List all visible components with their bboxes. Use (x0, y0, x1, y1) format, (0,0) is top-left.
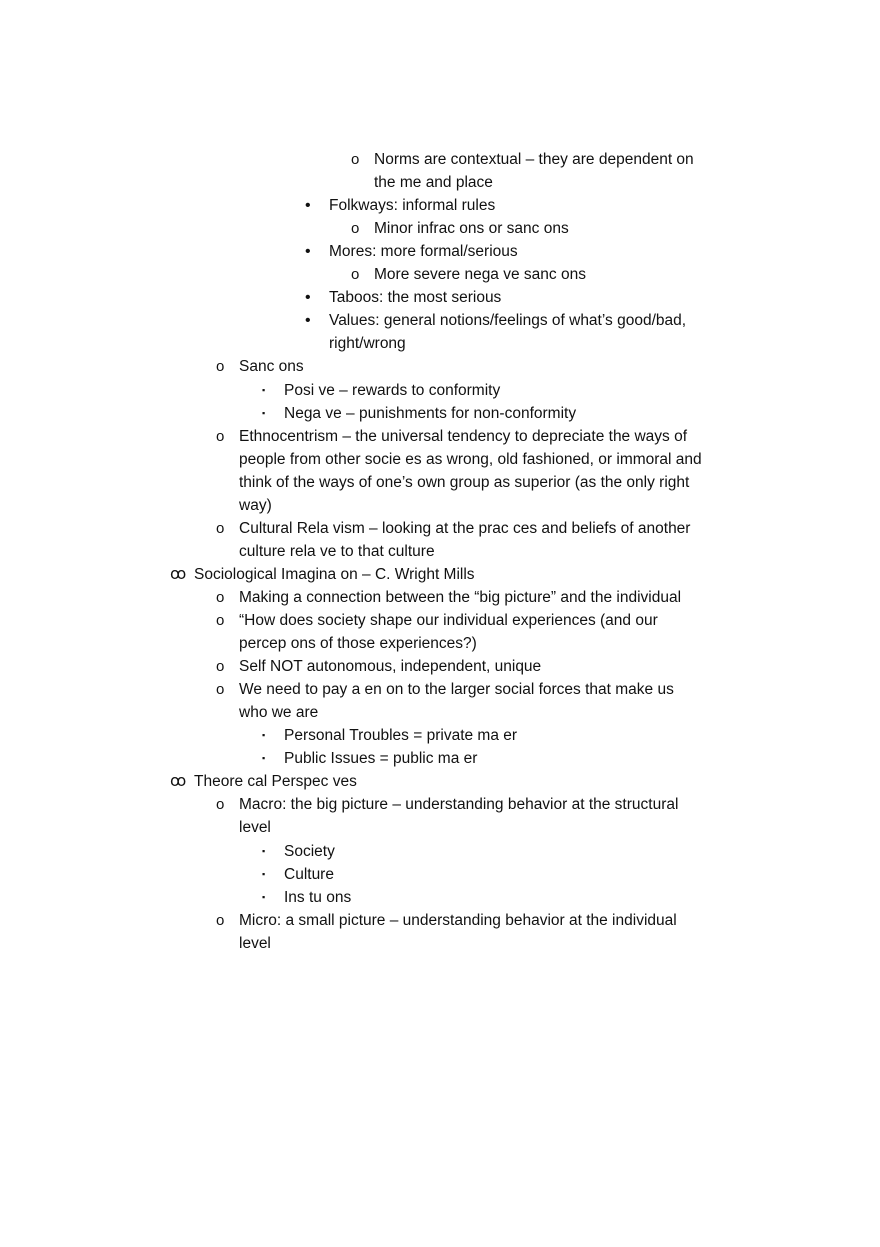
outline-line (0, 494, 880, 517)
disc-bullet-icon: • (305, 243, 311, 261)
outline-text: Micro: a small picture – understanding behavior at the individual (239, 911, 677, 929)
outline-text: Cultural Rela vism – looking at the prac ces and beliefs of another (239, 519, 691, 537)
outline-line (0, 332, 880, 355)
outline-text: Taboos: the most serious (329, 289, 502, 307)
outline-line (0, 563, 880, 586)
outline-line (0, 770, 880, 793)
outline-text: percep ons of those experiences?) (239, 635, 477, 653)
outline-line (0, 678, 880, 701)
outline-text: Values: general notions/feelings of what’s good/bad, (329, 312, 687, 330)
outline-line (0, 793, 880, 816)
outline-line (0, 724, 880, 747)
outline-line (0, 240, 880, 263)
outline-line (0, 402, 880, 425)
outline-text: Mores: more formal/serious (329, 243, 518, 261)
symbol-bullet-icon: ꝏ (170, 565, 187, 583)
outline-line (0, 701, 880, 724)
outline-text: Society (284, 842, 335, 860)
outline-text: culture rela ve to that culture (239, 542, 435, 560)
outline-text: think of the ways of one’s own group as superior (as the only right (239, 473, 690, 491)
outline-text: Self NOT autonomous, independent, unique (239, 658, 542, 676)
outline-line (0, 263, 880, 286)
circle-bullet-icon: o (351, 151, 360, 168)
outline-text: level (239, 819, 271, 837)
outline-line (0, 540, 880, 563)
outline-text: level (239, 934, 271, 952)
outline-text: Making a connection between the “big picture” and the individual (239, 588, 682, 606)
outline-text: Posi ve – rewards to conformity (284, 381, 501, 399)
outline-line (0, 309, 880, 332)
outline-line (0, 609, 880, 632)
square-bullet-icon: ▪ (262, 845, 266, 856)
outline-text: Ethnocentrism – the universal tendency to depreciate the ways of (239, 427, 688, 445)
circle-bullet-icon: o (216, 612, 225, 629)
outline-text: Macro: the big picture – understanding behavior at the structural (239, 796, 679, 814)
outline-line (0, 194, 880, 217)
outline-line (0, 217, 880, 240)
outline-text: Ins tu ons (284, 888, 352, 906)
outline-line (0, 425, 880, 448)
outline-line (0, 471, 880, 494)
outline-text: the me and place (374, 174, 493, 192)
square-bullet-icon: ▪ (262, 753, 266, 764)
square-bullet-icon: ▪ (262, 384, 266, 395)
circle-bullet-icon: o (216, 358, 225, 376)
outline-line (0, 655, 880, 678)
outline-line (0, 747, 880, 770)
circle-bullet-icon: o (216, 681, 225, 699)
outline-line (0, 632, 880, 655)
square-bullet-icon: ▪ (262, 891, 266, 902)
outline-text: right/wrong (329, 335, 406, 353)
outline-line (0, 448, 880, 471)
outline-text: who we are (239, 704, 319, 722)
outline-line (0, 171, 880, 194)
outline-line (0, 286, 880, 309)
outline-text: way) (239, 496, 272, 514)
symbol-bullet-icon: ꝏ (170, 773, 187, 791)
outline-text: Nega ve – punishments for non-conformity (284, 404, 577, 422)
square-bullet-icon: ▪ (262, 730, 266, 741)
outline-line (0, 886, 880, 909)
outline-text: Norms are contextual – they are dependent on (374, 151, 694, 168)
circle-bullet-icon: o (216, 796, 225, 814)
outline-line (0, 355, 880, 378)
outline-line (0, 586, 880, 609)
outline-text: Personal Troubles = private ma er (284, 727, 518, 745)
outline-text: Culture (284, 865, 334, 883)
outline-line (0, 909, 880, 932)
square-bullet-icon: ▪ (262, 407, 266, 418)
disc-bullet-icon: • (305, 197, 311, 215)
outline-text: people from other socie es as wrong, old fashioned, or immoral and (239, 450, 702, 468)
outline-text: Folkways: informal rules (329, 197, 496, 215)
outline-line (0, 517, 880, 540)
outline-text: Minor infrac ons or sanc ons (374, 220, 569, 238)
outline-line (0, 863, 880, 886)
square-bullet-icon: ▪ (262, 868, 266, 879)
outline-text: We need to pay a en on to the larger social forces that make us (239, 681, 674, 699)
circle-bullet-icon: o (351, 220, 360, 238)
outline-text: More severe nega ve sanc ons (374, 266, 586, 284)
outline-line (0, 379, 880, 402)
outline-line (0, 932, 880, 955)
circle-bullet-icon: o (216, 427, 225, 445)
circle-bullet-icon: o (216, 911, 225, 929)
outline-text: Sanc ons (239, 358, 304, 376)
disc-bullet-icon: • (305, 289, 311, 307)
circle-bullet-icon: o (351, 266, 360, 284)
disc-bullet-icon: • (305, 312, 311, 330)
outline-line (0, 148, 880, 171)
circle-bullet-icon: o (216, 588, 225, 606)
outline-line (0, 816, 880, 839)
outline-line (0, 840, 880, 863)
circle-bullet-icon: o (216, 519, 225, 537)
outline-text: “How does society shape our individual experiences (and our (239, 612, 658, 629)
outline-text: Sociological Imagina on – C. Wright Mills (194, 565, 475, 583)
circle-bullet-icon: o (216, 658, 225, 676)
outline-text: Public Issues = public ma er (284, 750, 478, 768)
outline-text: Theore cal Perspec ves (194, 773, 357, 791)
